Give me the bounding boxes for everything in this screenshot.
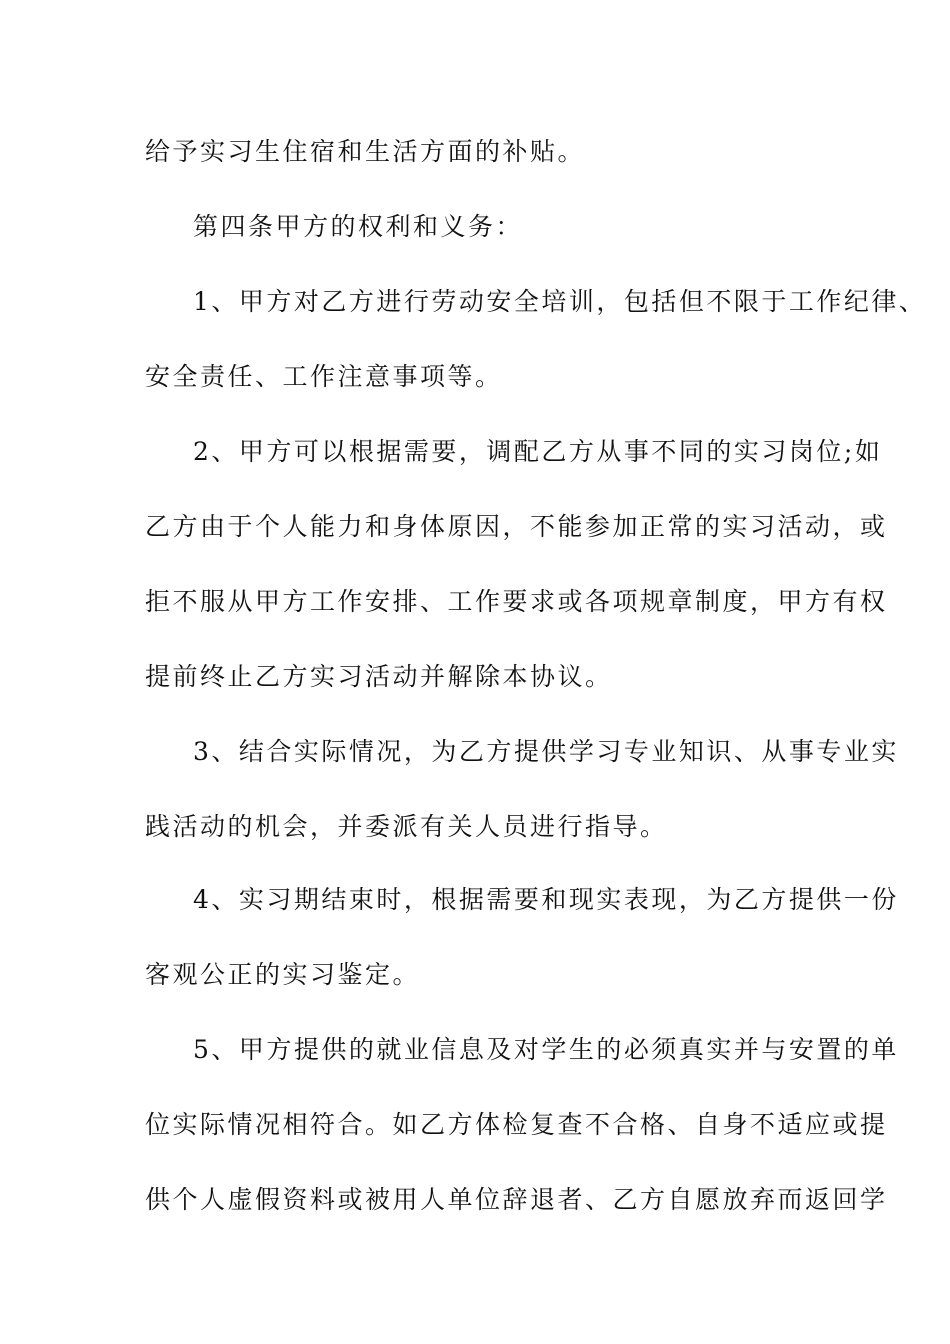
text-line: 1、甲方对乙方进行劳动安全培训，包括但不限于工作纪律、 xyxy=(193,287,927,316)
text-line: 乙方由于个人能力和身体原因，不能参加正常的实习活动，或 xyxy=(145,512,888,541)
text-line: 供个人虚假资料或被用人单位辞退者、乙方自愿放弃而返回学 xyxy=(145,1185,888,1214)
text-line: 提前终止乙方实习活动并解除本协议。 xyxy=(145,662,613,691)
text-line: 5、甲方提供的就业信息及对学生的必须真实并与安置的单 xyxy=(193,1035,899,1064)
text-line: 安全责任、工作注意事项等。 xyxy=(145,362,503,391)
text-line: 践活动的机会，并委派有关人员进行指导。 xyxy=(145,812,668,841)
text-line: 位实际情况相符合。如乙方体检复查不合格、自身不适应或提 xyxy=(145,1110,888,1139)
text-line: 3、结合实际情况，为乙方提供学习专业知识、从事专业实 xyxy=(193,737,899,766)
text-line: 给予实习生住宿和生活方面的补贴。 xyxy=(145,137,586,166)
text-line: 拒不服从甲方工作安排、工作要求或各项规章制度，甲方有权 xyxy=(145,587,888,616)
text-line: 客观公正的实习鉴定。 xyxy=(145,960,421,989)
section-heading: 第四条甲方的权利和义务： xyxy=(193,212,524,241)
text-line: 4、实习期结束时，根据需要和现实表现，为乙方提供一份 xyxy=(193,885,899,914)
text-line: 2、甲方可以根据需要，调配乙方从事不同的实习岗位;如 xyxy=(193,437,883,466)
